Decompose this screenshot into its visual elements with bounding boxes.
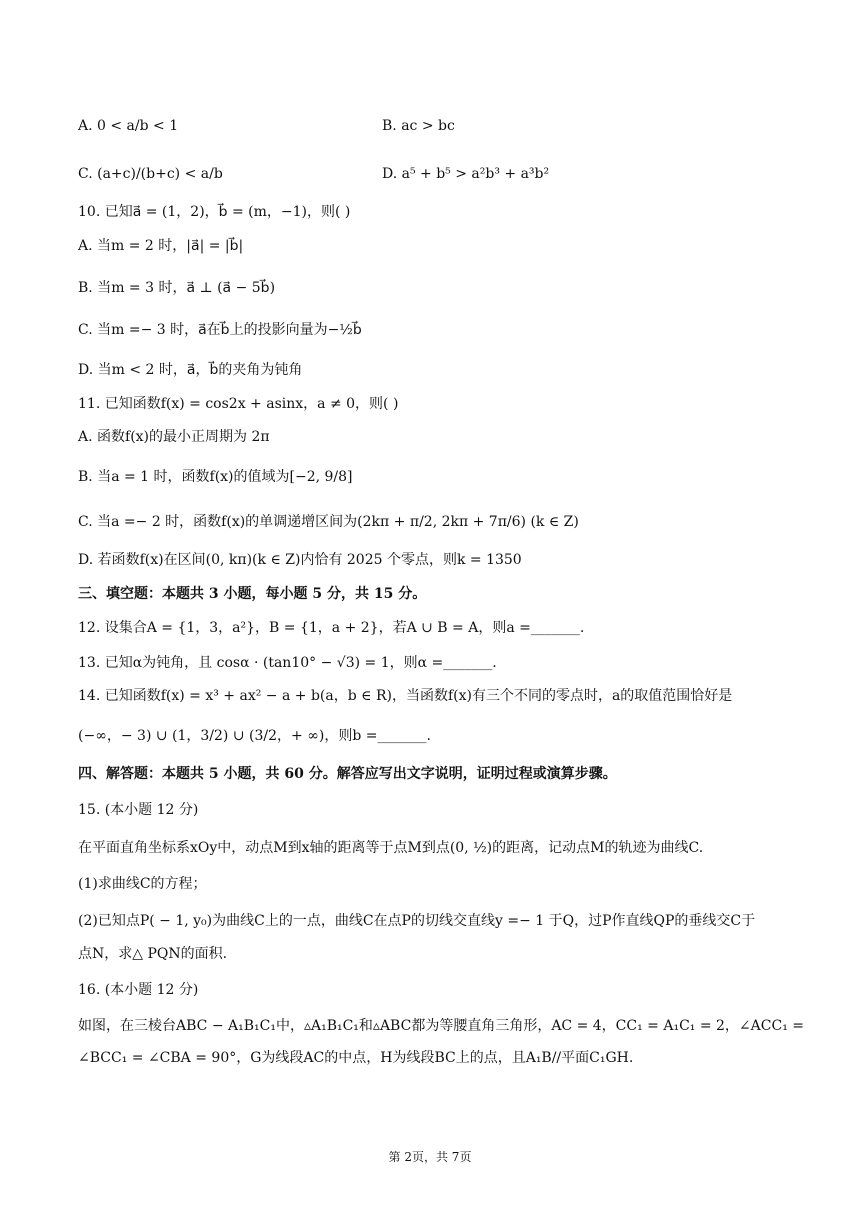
section4-title: 四、解答题：本题共 5 小题，共 60 分。解答应写出文字说明，证明过程或演算步骤。 (78, 766, 617, 782)
q11-stem: 11. 已知函数f(x) = cos2x + asinx，a ≠ 0，则( ) (78, 396, 399, 412)
q12: 12. 设集合A = {1，3，a²}，B = {1，a + 2}，若A ∪ B = A，则a =_______. (78, 620, 585, 636)
q14-line1: 14. 已知函数f(x) = x³ + ax² − a + b(a，b ∈ R)，当函数f(x)有三个不同的零点时，a的取值范围恰好是 (78, 688, 733, 704)
q10-stem: 10. 已知a⃗ = (1，2)，b⃗ = (m，−1)，则( ) (78, 204, 351, 220)
q10-option-a: A. 当m = 2 时，|a⃗| = |b⃗| (78, 238, 244, 254)
page-footer: 第 2页，共 7页 (388, 1150, 472, 1164)
q15-header: 15. (本小题 12 分) (78, 802, 199, 818)
q10-option-d: D. 当m < 2 时，a⃗，b⃗的夹角为钝角 (78, 362, 303, 378)
q15-part2-line2: 点N，求△ PQN的面积. (78, 946, 228, 962)
q11-option-b: B. 当a = 1 时，函数f(x)的值域为[−2, 9/8] (78, 469, 353, 485)
q15-stem: 在平面直角坐标系xOy中，动点M到x轴的距离等于点M到点(0, ½)的距离，记动点M的轨迹为曲线C. (78, 840, 704, 856)
q11-option-d: D. 若函数f(x)在区间(0, kπ)(k ∈ Z)内恰有 2025 个零点，则k = 1350 (78, 552, 522, 568)
q9-option-a: A. 0 < a/b < 1 (78, 118, 179, 134)
q16-line1: 如图，在三棱台ABC − A₁B₁C₁中，▵A₁B₁C₁和▵ABC都为等腰直角三角形，AC = 4，CC₁ = A₁C₁ = 2，∠ACC₁ = (78, 1018, 804, 1034)
section3-title: 三、填空题：本题共 3 小题，每小题 5 分，共 15 分。 (78, 586, 427, 602)
q11-option-c: C. 当a =− 2 时，函数f(x)的单调递增区间为(2kπ + π/2, 2kπ + 7π/6) (k ∈ Z) (78, 514, 579, 530)
q9-option-d: D. a⁵ + b⁵ > a²b³ + a³b² (382, 166, 550, 182)
q16-line2: ∠BCC₁ = ∠CBA = 90°，G为线段AC的中点，H为线段BC上的点，且A₁B//平面C₁GH. (78, 1050, 634, 1066)
q15-part2-line1: (2)已知点P( − 1, y₀)为曲线C上的一点，曲线C在点P的切线交直线y =− 1 于Q，过P作直线QP的垂线交C于 (78, 913, 756, 929)
q10-option-c: C. 当m =− 3 时，a⃗在b⃗上的投影向量为−½b⃗ (78, 322, 362, 338)
q14-line2: (−∞，− 3) ∪ (1，3/2) ∪ (3/2，+ ∞)，则b =_______. (78, 728, 431, 744)
q10-option-b: B. 当m = 3 时，a⃗ ⊥ (a⃗ − 5b⃗) (78, 280, 276, 296)
q15-part1: (1)求曲线C的方程； (78, 876, 207, 892)
q16-header: 16. (本小题 12 分) (78, 982, 199, 998)
q9-option-c: C. (a+c)/(b+c) < a/b (78, 166, 223, 182)
q13: 13. 已知α为钝角，且 cosα · (tan10° − √3) = 1，则α =_______. (78, 655, 497, 671)
q9-option-b: B. ac > bc (382, 118, 455, 134)
q11-option-a: A. 函数f(x)的最小正周期为 2π (78, 429, 270, 445)
